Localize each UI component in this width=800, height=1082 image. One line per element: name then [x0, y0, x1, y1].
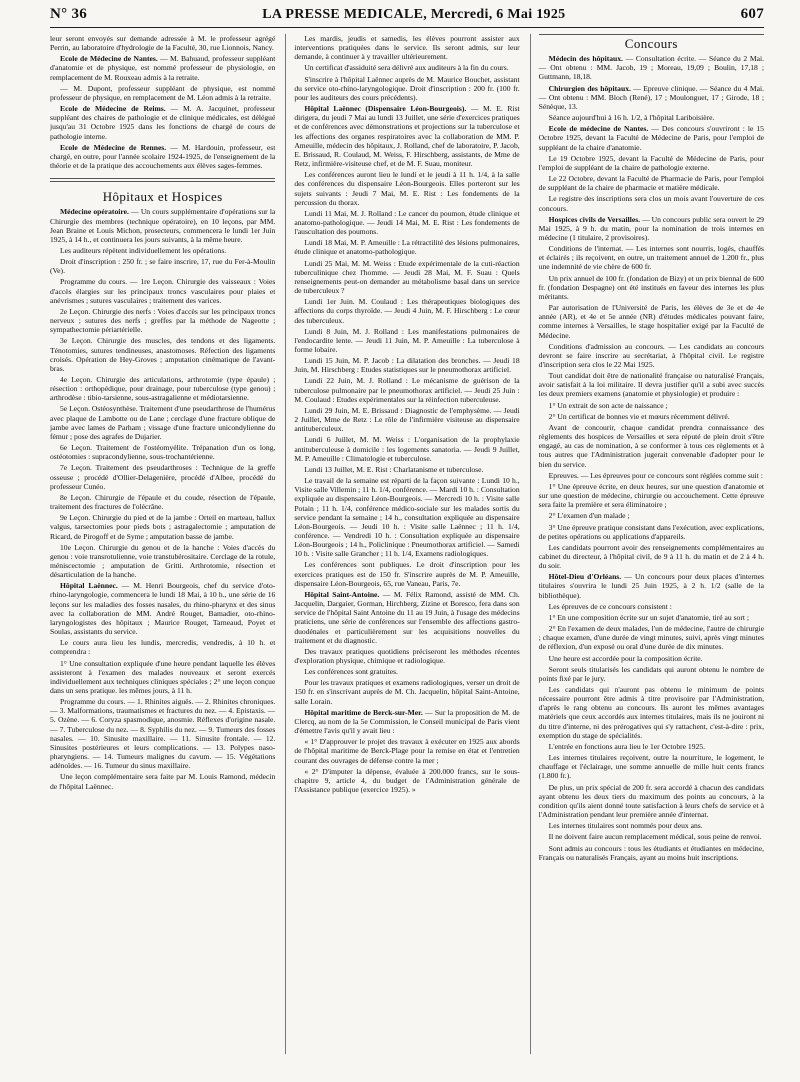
column-1: leur seront envoyés sur demande adressée à M. le professeur agrégé Perrin, au laboratoire d'hydrologie de la Faculté, 30, rue Lionnois, Nancy. Ecole de Médecine de Nantes. — M. Bahuaud, professeur suppléant d'anatomie et de physique, est nommé professeur de physiologie, en remplacement de M. Rouxeau admis à la retraite. — M. Dupont, professeur suppléant de physique, est nommé professeur de physique, en remplacement de M. Léon admis à la retraite. Ecole de Médecine de Reims. — M. A. Jacquinet, professeur suppléant des chaires de pathologie et de clinique médicales, est délégué jusqu'au 31 Octobre 1925 dans les fonctions de chargé de cours de pathologie interne. Ecole de Médecine de Rennes. — M. Hardouin, professeur, est chargé, en outre, pour l'année scolaire 1924-1925, de l'enseignement de la théorie et de la pratique des accouchements aux élèves sages-femmes. Hôpitaux et Hospices Médecine opératoire. — Un cours supplémentaire d'opérations sur la Chirurgie des membres (technique opératoire), en 10 leçons, par MM. Jean Braine et Louis Michon, prosecteurs, commencera le lundi 1er Juin 1925, à 14 h., et continuera les jours suivants, à la même heure. Les auditeurs répètent individuellement les opérations. Droit d'inscription : 250 fr. ; se faire inscrire, 17, rue du Fer-à-Moulin (Ve). Programme du cours. — 1re Leçon. Chirurgie des vaisseaux : Voies d'accès élargies sur les principaux troncs vasculaires pour plaies et anévrismes ; sutures vasculaires ; traitement des varices. 2e Leçon. Chirurgie des nerfs : Voies d'accès sur les principaux troncs nerveux ; sutures des nerfs ; greffes par la méthode de Nageotte ; sympathectomie périartérielle. 3e Leçon. Chirurgie des muscles, des tendons et des ligaments. Ténotomies, sutures tendineuses, anastomoses. Réfection des ligaments croisés. Opération de Hey-Groves ; amputation cinématique de l'avant-bras. 4e Leçon. Chirurgie des articulations, arthrotomie (type épaule) ; résection : orthopédique, pour drainage, pour tuberculose (type genou) ; arthrodèse : tibio-tarsienne, sous-astragalienne et médiotarsienne. 5e Leçon. Ostéosynthèse. Traitement d'une pseudarthrose de l'humérus avec plaque de Lambotte ou de Lane ; cerclage d'une fracture oblique de jambe avec lames de Parham ; vissage d'une fracture unicondylienne du fémur ; pose des agrafes de Dujarier. 6e Leçon. Traitement de l'ostéomyélite. Trépanation d'un os long, ostéotomies : supracondylienne, sous-trochantérienne. 7e Leçon. Traitement des pseudarthroses : Technique de la greffe osseuse ; procédé d'Ollier-Delagenière, procédé d'Albee, procédé du professeur Cunéo. 8e Leçon. Chirurgie de l'épaule et du coude, résection de l'épaule, traitement des fractures de l'olécrâne. 9e Leçon. Chirurgie du pied et de la jambe : Orteil en marteau, hallux valgus, tarsectomies pour pieds bots ; astragalectomie ; amputation de Ricard, de Pirogoff et de Syme ; amputation basse de jambe. 10e Leçon. Chirurgie du genou et de la hanche : Voies d'accès du genou : voie transrotulienne, voie transtubérositaire. Cerclage de la rotule, méniscectomie ; amputation de Gritti. Arthrotomie, résection et désarticulation de la hanche. Hôpital Laënnec. — M. Henri Bourgeois, chef du service d'oto-rhino-laryngologie, commencera le lundi 18 Mai, à 10 h., une série de 16 leçons sur les maladies des fosses nasales, du rhino-pharynx et des sinus avec la collaboration de MM. André Rouget, Bamadier, oto-rhino-laryngologistes des hôpitaux ; Maurice Rouget, Tarneaud, Poyet et Soulas, assistants du service. Le cours aura lieu les lundis, mercredis, vendredis, à 10 h. et comprendra : 1° Une consultation expliquée d'une heure pendant laquelle les élèves assisteront à l'examen des malades nouveaux et seront exercés individuellement aux techniques cliniques spéciales ; 2° une leçon conçue dans un sens pratique. les mêmes jours, à 11 h. Programme du cours. — 1. Rhinites aiguës. — 2. Rhinites chroniques. — 3. Malformations, traumatismes et fractures du nez. — 4. Epistaxis. — 5. Ozène. — 6. Coryza spasmodique, anosmie. Réflexes d'origine nasale. — 7. Tuberculose du nez. — 8. Syphilis du nez. — 9. Tumeurs des fosses nasales. — 10. Sinusite maxillaire. — 11. Sinusite frontale. — 12. Sinusites postérieures et leurs complications. — 13. Polypes naso-pharyngiens. — 14. Tumeurs malignes du cavum. — 15. Végétations adénoïdes. — 16. Tumeur du sinus maxillaire. Une leçon complémentaire sera faite par M. Louis Ramond, médecin de l'hôpital Laënnec.: [50, 34, 276, 791]
paragraph: Les conférences auront lieu le lundi et le jeudi à 11 h. 1/4, à la salle des conférences du dispensaire Léon-Bourgeois. Elles porteront sur les sujets suivants : Jeudi 7 Mai, M. E. Rist : Les fondements de la percussion du thorax.: [294, 170, 520, 207]
paragraph: Tout candidat doit être de nationalité française ou naturalisé Français, avoir satisfait à la loi militaire. Il devra justifier qu'il a subi avec succès les deux premiers examens (anatomie et physiologie) et produire :: [538, 371, 764, 399]
paragraph: Le travail de la semaine est réparti de la façon suivante : Lundi 10 h., Visite salle Villemin ; 11 h. 1/4, conférence. — Mardi 10 h. : Consultation expliquée au dispensaire Léon-Bourgeois. — Mercredi 10 h. : Visite salle Potain ; 11 h. 1/4, conférence médico-sociale sur les malades sortis du service pendant la semaine ; 14 h., consultation expliquée au dispensaire Léon-Bourgeois. — Jeudi 10 h. : Visite salle Laënnec ; 11 h. 1/4, conférence. — Vendredi 10 h. : Consultation expliquée au dispensaire Léon-Bourgeois ; 14 h., Policlinique : Pneumothorax artificiel. — Samedi 10 h. : Visite salle Grancher ; 11 h. 1/4, Examens radiologiques.: [294, 476, 520, 559]
paragraph: 1° En une composition écrite sur un sujet d'anatomie, tiré au sort ;: [548, 612, 749, 622]
paragraph: « 1° D'approuver le projet des travaux à exécuter en 1925 aux abords de l'hôpital maritime de Berck-Plage pour la remise en état et l'entretien courant des ouvrages de défense contre la mer ;: [294, 737, 520, 765]
paragraph: 2e Leçon. Chirurgie des nerfs : Voies d'accès sur les principaux troncs nerveux ; sutures des nerfs ; greffes par la méthode de Nageotte ; sympathectomie périartérielle.: [50, 306, 276, 335]
paragraph: Programme du cours. — 1re Leçon. Chirurgie des vaisseaux : Voies d'accès élargies sur les principaux troncs vasculaires pour plaies et anévrismes ; sutures vasculaires ; traitement des varices.: [50, 277, 276, 305]
paragraph: Lundi 29 Juin, M. E. Brissaud : Diagnostic de l'emphysème. — Jeudi 2 Juillet, Mme de Retz : Le rôle de l'infirmière visiteuse au dispensaire antituberculeux.: [294, 405, 520, 434]
paragraph: 9e Leçon. Chirurgie du pied et de la jambe : Orteil en marteau, hallux valgus, tarsectomies pour pieds bots ; astragalectomie ; amputation de Ricard, de Pirogoff et de Syme ; amputation basse de jambe.: [50, 513, 276, 541]
paragraph: Avant de concourir, chaque candidat prendra connaissance des règlements des hospices de Versailles et sera réputé de plein droit s'être engagé, au cas de nomination, à se conformer à tous ces règlements et à tous autres que l'Administration jugerait convenable d'adopter pour le bien du service.: [538, 422, 764, 469]
paragraph: Par autorisation de l'Université de Paris, les élèves de 3e et de 4e année (AR), et 4e et 5e année (NR) d'études médicales pouvant faire, comme internes à Versailles, le stage hospitalier exigé par la Faculté de Médecine.: [538, 303, 764, 340]
paragraph: Conditions d'admission au concours. — Les candidats au concours devront se faire inscrire au secrétariat, à l'hôpital civil. Le registre d'inscription sera clos le 22 Mai 1925.: [538, 341, 764, 369]
paragraph: Droit d'inscription : 250 fr. ; se faire inscrire, 17, rue du Fer-à-Moulin (Ve).: [50, 257, 276, 276]
column-3: [530, 34, 764, 1054]
paragraph: Des travaux pratiques quotidiens préciseront les méthodes récentes d'exploration physique, chimique et radiologique.: [294, 646, 520, 665]
heading-reims: Ecole de Médecine de Reims.: [60, 104, 166, 114]
paragraph: Un cours supplémentaire d'opérations sur la Chirurgie des membres (technique opératoire), en 10 leçons, par MM. Jean Braine et Louis Michon, prosecteurs, commencera le lundi 1er Juin 1925, à 14 h., et continuera les jours suivants, à la même heure.: [50, 207, 276, 244]
paragraph: Lundi 25 Mai, M. M. Weiss : Etude expérimentale de la cuti-réaction tuberculinique chez l'homme. — Jeudi 28 Mai, M. F. Suau : Quels renseignements peut-on demander au métabolisme basal dans un service de tuberculeux ?: [294, 258, 520, 296]
paragraph: Une leçon complémentaire sera faite par M. Louis Ramond, médecin de l'hôpital Laënnec.: [50, 772, 276, 791]
paragraph: Lundi 22 Juin, M. J. Rolland : Le mécanisme de guérison de la tuberculose pulmonaire par le pneumothorax artificiel. — Jeudi 25 Juin : M. Coulaud : Etudes expérimentales sur la réinfection tuberculeuse.: [294, 376, 520, 404]
paragraph: 1° Une consultation expliquée d'une heure pendant laquelle les élèves assisteront à l'examen des malades nouveaux et seront exercés individuellement aux techniques cliniques spéciales ; 2° une leçon conçue dans un sens pratique. les mêmes jours, à 11 h.: [50, 658, 276, 695]
section-title-concours: Concours: [624, 36, 678, 51]
masthead-title: LA PRESSE MEDICALE, Mercredi, 6 Mai 1925: [262, 7, 566, 22]
heading-orleans: Hôtel-Dieu d'Orléans.: [548, 572, 622, 582]
paragraph: Le 22 Octobre, devant la Faculté de Pharmacie de Paris, pour l'emploi de suppléant de la chaire de pharmacie et matière médicale.: [538, 174, 764, 193]
paragraph: Lundi 11 Mai, M. J. Rolland : Le cancer du poumon, étude clinique et anatomo-pathologique. — Jeudi 14 Mai, M. E. Rist : Les fondements de l'auscultation des poumons.: [294, 208, 520, 237]
paragraph: leur seront envoyés sur demande adressée à M. le professeur agrégé Perrin, au laboratoire d'hydrologie de la Faculté, 30, rue Lionnois, Nancy.: [50, 34, 276, 53]
paragraph: 2° L'examen d'un malade ;: [548, 511, 630, 521]
heading-medecine-operatoire: Médecine opératoire.: [60, 207, 129, 217]
paragraph: Conditions de l'internat. — Les internes sont nourris, logés, chauffés et éclairés ; ils reçoivent, en outre, un traitement annuel de 1.200 fr., plus une indemnité de vie chère de 600 fr.: [538, 244, 764, 272]
paragraph: M. A. Jacquinet, professeur suppléant des chaires de pathologie et de clinique médicales, est délégué jusqu'au 31 Octobre 1925 dans les fonctions de chargé de cours de pathologie interne.: [50, 104, 276, 141]
heading-dispensaire: Hôpital Laënnec (Dispensaire Léon-Bourgeois).: [304, 104, 467, 114]
paragraph: M. Bahuaud, professeur suppléant d'anatomie et de physique, est nommé professeur de physiologie, en remplacement de M. Rouxeau admis à la retraite.: [50, 54, 276, 82]
divider: [539, 34, 764, 35]
paragraph: Les candidats pourront avoir des renseignements complémentaires au cabinet du directeur, à l'hôpital civil, de 9 à 11 h. du matin et de 2 à 4 h. du soir.: [538, 542, 764, 571]
paragraph: M. Hardouin, professeur, est chargé, en outre, pour l'année scolaire 1924-1925, de l'enseignement de la théorie et de la pratique des accouchements aux élèves sages-femmes.: [50, 142, 276, 171]
paragraph: Programme du cours. — 1. Rhinites aiguës. — 2. Rhinites chroniques. — 3. Malformations, traumatismes et fractures du nez. — 4. Epistaxis. — 5. Ozène. — 6. Coryza spasmodique, anosmie. Réflexes d'origine nasale. — 7. Tuberculose du nez. — 8. Syphilis du nez. — 9. Tumeurs des fosses nasales. — 10. Sinusite maxillaire. — 11. Sinusite frontale. — 12. Sinusites postérieures et leurs complications. — 13. Polypes naso-pharyngiens. — 14. Tumeurs malignes du cavum. — 15. Végétations adénoïdes. — 16. Tumeur du sinus maxillaire.: [50, 697, 276, 771]
heading-berck: Hôpital maritime de Berck-sur-Mer.: [304, 707, 423, 717]
paragraph: Une heure est accordée pour la composition écrite.: [548, 653, 703, 663]
paragraph: 10e Leçon. Chirurgie du genou et de la hanche : Voies d'accès du genou : voie transrotulienne, voie transtubérositaire. Cerclage de la rotule, méniscectomie ; amputation de Gritti. Arthrotomie, résection et désarticulation de la hanche.: [50, 542, 276, 580]
paragraph: Un prix annuel de 100 fr. (fondation de Bizy) et un prix biennal de 600 fr. (fondation Despagne) ont été institués en faveur des internes les plus méritants.: [538, 273, 764, 301]
page-header: [50, 6, 764, 28]
paragraph: 2° En l'examen de deux malades, l'un de médecine, l'autre de chirurgie ; chaque examen, d'une durée de vingt minutes, suivi, après vingt minutes de réflexion, d'un exposé ou oral d'une durée de dix minutes.: [538, 624, 764, 652]
paragraph: Seront seuls titularisés les candidats qui auront obtenu le nombre de points fixé par le jury.: [538, 664, 764, 683]
paragraph: 3° Une épreuve pratique consistant dans l'exécution, avec explications, de petites opérations ou applications d'appareils.: [538, 522, 764, 541]
heading-chirurgien-hopitaux: Chirurgien des hôpitaux.: [548, 83, 631, 93]
paragraph: Un certificat d'assiduité sera délivré aux auditeurs à la fin du cours.: [304, 63, 509, 73]
paragraph: 6e Leçon. Traitement de l'ostéomyélite. Trépanation d'un os long, ostéotomies : supracondylienne, sous-trochantérienne.: [50, 443, 276, 462]
paragraph: M. Henri Bourgeois, chef du service d'oto-rhino-laryngologie, commencera le lundi 18 Mai, à 10 h., une série de 16 leçons sur les maladies des fosses nasales, du rhino-pharynx et des sinus avec la collaboration de MM. André Rouget, Bamadier, oto-rhino-laryngologistes des hôpitaux ; Maurice Rouget, Tarneaud, Poyet et Soulas, assistants du service.: [50, 581, 276, 637]
paragraph: Les candidats qui n'auront pas obtenu le minimum de points nécessaire pourront être admis à titre provisoire par l'Administration, d'après le rang obtenu au concours. Ils auront les mêmes avantages matériels que ceux accordés aux internes titulaires, mais ils ne jouiront ni du titre d'interne, ni des prérogatives qui s'y rattachent, c'est-à-dire : prix, exemption du stage de spécialités.: [538, 685, 764, 740]
page-number-right: 607: [740, 6, 764, 22]
paragraph: M. Félix Ramond, assisté de MM. Ch. Jacquelin, Dargaier, Gorman, Hirchberg, Zizine et Boresco, fera dans son service de l'hôpital Saint Antoine du 11 au 19 Juin, à l'usage des médecins praticiens, une série de conférences sur l'ensemble des affections gastro-duodénales et particulièrement sur les acquisitions nouvelles du traitement et du diagnostic.: [294, 589, 520, 645]
paragraph: Lundi 18 Mai, M. P. Ameuille : La rétractilité des lésions pulmonaires, étude clinique et anatomo-pathologique.: [294, 238, 520, 257]
paragraph: S'inscrire à l'hôpital Laënnec auprès de M. Maurice Bouchet, assistant du service oto-rhino-laryngologique. Droit d'inscription : 200 fr. (100 fr. pour les auditeurs des cours précédents).: [294, 74, 520, 102]
paragraph: Epreuves. — Les épreuves pour ce concours sont réglées comme suit :: [548, 470, 763, 480]
heading-rennes: Ecole de Médecine de Rennes.: [60, 142, 167, 152]
paragraph: — Un concours pour deux places d'internes titulaires s'ouvrira le lundi 25 Juin 1925, à 2 h. 1/2 (salle de la bibliothèque).: [538, 572, 764, 600]
heading-laennec: Hôpital Laënnec.: [60, 581, 118, 591]
paragraph: 1° Une épreuve écrite, en deux heures, sur une question d'anatomie et sur une question de médecine, chirurgie ou accouchement. Cette épreuve sera faite la première et sera éliminatoire ;: [538, 481, 764, 510]
paragraph: Le cours aura lieu les lundis, mercredis, vendredis, à 10 h. et comprendra :: [50, 638, 276, 657]
page-number-left: N° 36: [50, 6, 88, 22]
paragraph: Les auditeurs répètent individuellement les opérations.: [60, 245, 227, 255]
paragraph: — Des concours s'ouvriront : le 15 Octobre 1925, devant la Faculté de Médecine de Paris, pour l'emploi de suppléant de la chaire d'anatomie.: [538, 124, 764, 152]
paragraph: 3e Leçon. Chirurgie des muscles, des tendons et des ligaments. Ténotomies, sutures tendineuses, anastomoses. Réfection des ligaments croisés. Opération de Hey-Groves ; amputation cinématique de l'avant-bras.: [50, 336, 276, 373]
section-title-hopitaux: Hôpitaux et Hospices: [102, 189, 223, 205]
paragraph: 2° Un certificat de bonnes vie et mœurs récemment délivré.: [548, 411, 730, 421]
columns: [50, 34, 764, 1054]
paragraph: Il ne doivent faire aucun remplacement médical, sous peine de renvoi.: [548, 832, 762, 842]
paragraph: Lundi 15 Juin, M. P. Jacob : La dilatation des bronches. — Jeudi 18 Juin, M. Hirschberg : Etudes statistiques sur le pneumothorax artificiel.: [294, 356, 520, 375]
paragraph: Séance aujourd'hui à 16 h. 1/2, à l'hôpital Lariboisière.: [548, 113, 715, 123]
paragraph: — Epreuve clinique. — Séance du 4 Mai. — Ont obtenu : MM. Bloch (René), 17 ; Moulonguet, 17 ; Girode, 18 ; Sénèque, 13.: [538, 83, 764, 111]
paragraph: Les internes titulaires sont nommés pour deux ans.: [548, 821, 703, 831]
paragraph: Pour les travaux pratiques et examens radiologiques, verser un droit de 150 fr. en s'inscrivant auprès de M. Ch. Jacquelin, hôpital Saint-Antoine, salle Lorain.: [294, 678, 520, 706]
paragraph: 5e Leçon. Ostéosynthèse. Traitement d'une pseudarthrose de l'humérus avec plaque de Lambotte ou de Lane ; cerclage d'une fracture oblique de jambe avec lames de Parham ; vissage d'une fracture unicondylienne du fémur ; pose des agrafes de Dujarier.: [50, 404, 276, 441]
paragraph: Le registre des inscriptions sera clos un mois avant l'ouverture de ces concours.: [538, 194, 764, 213]
paragraph: Les internes titulaires reçoivent, outre la nourriture, le logement, le chauffage et l'éclairage, une somme annuelle de mille huit cents francs (1.800 fr.).: [538, 753, 764, 781]
paragraph: Les mardis, jeudis et samedis, les élèves pourront assister aux interventions pratiquées dans le service. Ils seront admis, sur leur demande, à continuer à y travailler ultérieurement.: [294, 34, 520, 62]
paragraph-text: M. Dupont, professeur suppléant de physique, est nommé professeur de physique, en remplacement de M. Léon admis à la retraite.: [50, 83, 276, 102]
heading-saint-antoine: Hôpital Saint-Antoine.: [304, 589, 380, 599]
paragraph: Les épreuves de ce concours consistent :: [548, 601, 672, 611]
paragraph: Lundi 8 Juin, M. J. Rolland : Les manifestations pulmonaires de l'endocardite lente. — Jeudi 11 Juin, M. P. Ameuille : La tuberculose à forme lobaire.: [294, 326, 520, 354]
paragraph: 8e Leçon. Chirurgie de l'épaule et du coude, résection de l'épaule, traitement des fractures de l'olécrâne.: [50, 492, 276, 512]
heading-nantes: Ecole de Médecine de Nantes.: [60, 54, 158, 64]
paragraph: Sont admis au concours : tous les étudiants et étudiantes en médecine, Français ou naturalisés Français, ayant au moins huit inscriptions.: [538, 843, 764, 862]
paragraph: L'entrée en fonctions aura lieu le 1er Octobre 1925.: [548, 741, 705, 751]
divider: [50, 181, 275, 182]
paragraph: Lundi 13 Juillet, M. E. Rist : Charlatanisme et tuberculose.: [304, 464, 484, 474]
paragraph: Le 19 Octobre 1925, devant la Faculté de Médecine de Paris, pour l'emploi de suppléant de la chaire de pathologie externe.: [538, 153, 764, 172]
column-2: Les mardis, jeudis et samedis, les élèves pourront assister aux interventions pratiquées dans le service. Ils seront admis, sur leur demande, à continuer à y travailler ultérieurement. Un certificat d'assiduité sera délivré aux auditeurs à la fin du cours. S'inscrire à l'hôpital Laënnec auprès de M. Maurice Bouchet, assistant du service oto-rhino-laryngologique. Droit d'inscription : 200 fr. (100 fr. pour les auditeurs des cours précédents). Hôpital Laënnec (Dispensaire Léon-Bourgeois). — M. E. Rist dirigera, du jeudi 7 Mai au lundi 13 Juillet, une série d'exercices pratiques et de conférences avec démonstrations et projections sur la tuberculose et les affections des organes respiratoires avec la collaboration de MM. P. Ameuille, médecin des hôpitaux, J. Rolland, chef de laboratoire, P. Jacob, E. Brissaud, R. Coulaud, M. Weiss, F. Hirschberg, assistants, de Mme de Retz, infirmière-visiteuse chef, et de M. F. Suau, moniteur. Les conférences auront lieu le lundi et le jeudi à 11 h. 1/4, à la salle des conférences du dispensaire Léon-Bourgeois. Elles porteront sur les sujets suivants : Jeudi 7 Mai, M. E. Rist : Les fondements de la percussion du thorax. Lundi 11 Mai, M. J. Rolland : Le cancer du poumon, étude clinique et anatomo-pathologique. — Jeudi 14 Mai, M. E. Rist : Les fondements de l'auscultation des poumons. Lundi 18 Mai, M. P. Ameuille : La rétractilité des lésions pulmonaires, étude clinique et anatomo-pathologique. Lundi 25 Mai, M. M. Weiss : Etude expérimentale de la cuti-réaction tuberculinique chez l'homme. — Jeudi 28 Mai, M. F. Suau : Quels renseignements peut-on demander au métabolisme basal dans un service de tuberculeux ? Lundi 1er Juin. M. Coulaud : Les thérapeutiques biologiques des affections du corps thyroïde. — Jeudi 4 Juin, M. F. Hirschberg : Le cœur des tuberculeux. Lundi 8 Juin, M. J. Rolland : Les manifestations pulmonaires de l'endocardite lente. — Jeudi 11 Juin, M. P. Ameuille : La tuberculose à forme lobaire. Lundi 15 Juin, M. P. Jacob : La dilatation des bronches. — Jeudi 18 Juin, M. Hirschberg : Etudes statistiques sur le pneumothorax artificiel. Lundi 22 Juin, M. J. Rolland : Le mécanisme de guérison de la tuberculose pulmonaire par le pneumothorax artificiel. — Jeudi 25 Juin : M. Coulaud : Etudes expérimentales sur la réinfection tuberculeuse. Lundi 29 Juin, M. E. Brissaud : Diagnostic de l'emphysème. — Jeudi 2 Juillet, Mme de Retz : Le rôle de l'infirmière visiteuse au dispensaire antituberculeux. Lundi 6 Juillet, M. M. Weiss : L'organisation de la prophylaxie antituberculeuse à domicile : les logements sanatoria. — Jeudi 9 Juillet, M. P. Ameuille : Climatologie et tuberculose. Lundi 13 Juillet, M. E. Rist : Charlatanisme et tuberculose. Le travail de la semaine est réparti de la façon suivante : Lundi 10 h., Visite salle Villemin ; 11 h. 1/4, conférence. — Mardi 10 h. : Consultation expliquée au dispensaire Léon-Bourgeois. — Mercredi 10 h. : Visite salle Potain ; 11 h. 1/4, conférence médico-sociale sur les malades sortis du service pendant la semaine ; 14 h., consultation expliquée au dispensaire Léon-Bourgeois. — Jeudi 10 h. : Visite salle Laënnec ; 11 h. 1/4, conférence. — Vendredi 10 h. : Consultation expliquée au dispensaire Léon-Bourgeois ; 14 h., Policlinique : Pneumothorax artificiel. — Samedi 10 h. : Visite salle Grancher ; 11 h. 1/4, Examens radiologiques. Les conférences sont publiques. Le droit d'inscription pour les exercices pratiques est de 150 fr. S'inscrire auprès de M. P. Ameuille, dispensaire Léon-Bourgeois, 65, rue Vaneau, Paris, 7e. Hôpital Saint-Antoine. — M. Félix Ramond, assisté de MM. Ch. Jacquelin, Dargaier, Gorman, Hirchberg, Zizine et Boresco, fera dans son service de l'hôpital Saint Antoine du 11 au 19 Juin, à l'usage des médecins praticiens, une série de conférences sur l'ensemble des affections gastro-duodénales et particulièrement sur les acquisitions nouvelles du traitement et du diagnostic. Des travaux pratiques quotidiens préciseront les méthodes récentes d'exploration physique, chimique et radiologique. Les conférences sont gratuites. Pour les travaux pratiques et examens radiologiques, verser un droit de 150 fr. en s'inscrivant auprès de M. Ch. Jacquelin, hôpital Saint-Antoine, salle Lorain. Hôpital maritime de Berck-sur-Mer. — Sur la proposition de M. de Clercq, au nom de la 5e Commission, le Conseil municipal de Paris vient d'émettre l'avis qu'il y avait lieu : « 1° D'approuver le projet des travaux à exécuter en 1925 aux abords de l'hôpital maritime de Berck-Plage pour la remise en état et l'entretien courant des ouvrages de défense contre la mer ; « 2° D'imputer la dépense, évaluée à 200.000 francs, sur le sous-chapitre 9, article 4, du budget de l'Administration générale de l'Assistance publique (exercice 1925). »: [285, 34, 519, 1054]
paragraph: — M. Dupont, professeur suppléant de physique, est nommé professeur de physique, en remplacement de M. Léon admis à la retraite.: [50, 83, 276, 102]
paragraph: — Consultation écrite. — Séance du 2 Mai. — Ont obtenu : MM. Jacob, 19 ; Moreau, 19,09 ; Boulin, 17,18 ; Guttmann, 18,18.: [538, 54, 764, 82]
paragraph: 7e Leçon. Traitement des pseudarthroses : Technique de la greffe osseuse ; procédé d'Ollier-Delagenière, procédé d'Albee, procédé du professeur Cunéo.: [50, 463, 276, 491]
paragraph: M. E. Rist dirigera, du jeudi 7 Mai au lundi 13 Juillet, une série d'exercices pratiques et de conférences avec démonstrations et projections sur la tuberculose et les affections des organes respiratoires avec la collaboration de MM. P. Ameuille, médecin des hôpitaux, J. Rolland, chef de laboratoire, P. Jacob, E. Brissaud, R. Coulaud, M. Weiss, F. Hirschberg, assistants, de Mme de Retz, infirmière-visiteuse chef, et de M. F. Suau, moniteur.: [294, 104, 520, 169]
paragraph: 1° Un extrait de son acte de naissance ;: [548, 400, 668, 410]
paragraph: « 2° D'imputer la dépense, évaluée à 200.000 francs, sur le sous-chapitre 9, article 4, du budget de l'Administration générale de l'Assistance publique (exercice 1925). »: [294, 766, 520, 795]
paragraph: Lundi 6 Juillet, M. M. Weiss : L'organisation de la prophylaxie antituberculeuse à domicile : les logements sanatoria. — Jeudi 9 Juillet, M. P. Ameuille : Climatologie et tuberculose.: [294, 435, 520, 463]
paragraph: Les conférences sont publiques. Le droit d'inscription pour les exercices pratiques est de 150 fr. S'inscrire auprès de M. P. Ameuille, dispensaire Léon-Bourgeois, 65, rue Vaneau, Paris, 7e.: [294, 560, 520, 588]
paragraph: Lundi 1er Juin. M. Coulaud : Les thérapeutiques biologiques des affections du corps thyroïde. — Jeudi 4 Juin, M. F. Hirschberg : Le cœur des tuberculeux.: [294, 297, 520, 325]
heading-ecole-nantes: Ecole de médecine de Nantes.: [548, 124, 649, 134]
divider: [50, 178, 275, 179]
paragraph: Sur la proposition de M. de Clercq, au nom de la 5e Commission, le Conseil municipal de Paris vient d'émettre l'avis qu'il y avait lieu :: [294, 707, 520, 736]
paragraph: De plus, un prix spécial de 200 fr. sera accordé à chacun des candidats ayant obtenu les deux tiers du maximum des points au concours, à la condition qu'ils aient donné toute satisfaction à leurs chefs de service et à l'Administration pendant leur première année d'internat.: [538, 782, 764, 820]
paragraph: Les conférences sont gratuites.: [304, 667, 398, 677]
paragraph: — Un concours public sera ouvert le 29 Mai 1925, à 9 h. du matin, pour la nomination de trois internes en médecine (1 titulaire, 2 provisoires).: [538, 214, 764, 242]
paragraph: 4e Leçon. Chirurgie des articulations, arthrotomie (type épaule) ; résection : orthopédique, pour drainage, pour tuberculose (type genou) ; arthrodèse : tibio-tarsienne, sous-astragalienne et médiotarsienne.: [50, 375, 276, 403]
heading-versailles: Hospices civils de Versailles.: [548, 214, 641, 224]
heading-medecin-hopitaux: Médecin des hôpitaux.: [548, 54, 623, 64]
